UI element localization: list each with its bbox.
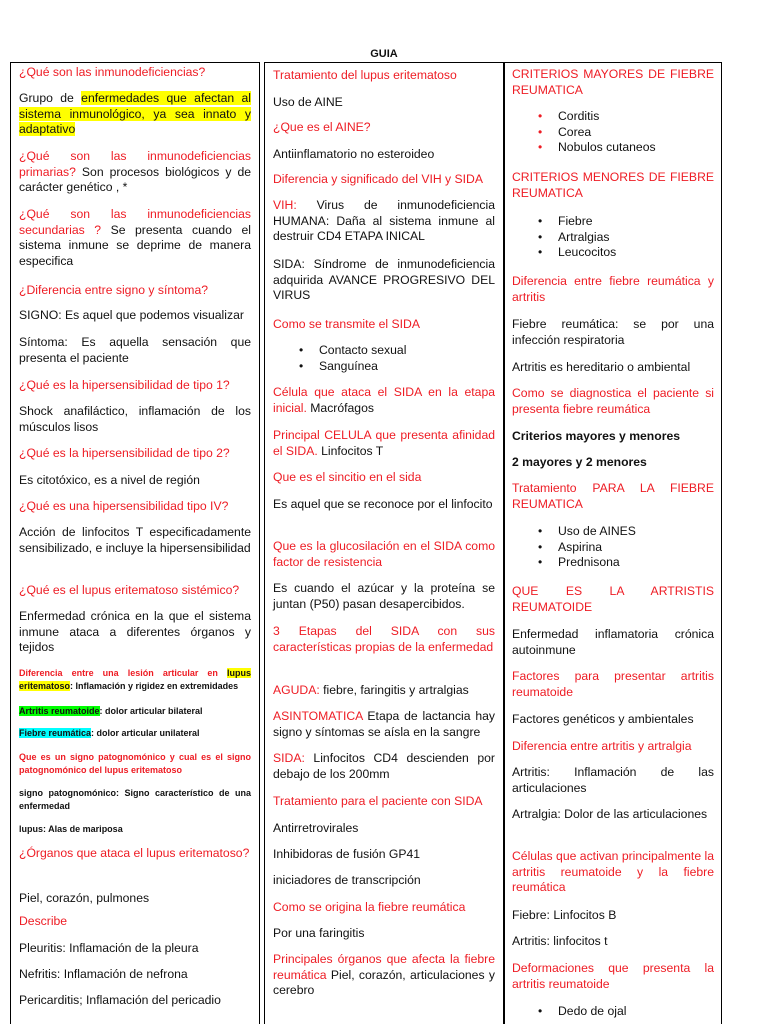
list-item: • Dedo de ojal: [512, 1004, 714, 1020]
question: Deformaciones que presenta la artritis reumatoide: [512, 961, 714, 991]
qa-block: ¿Qué son las inmunodeficiencias primarias? Son procesos biológicos y de carácter genético , *: [19, 149, 251, 195]
answer: 2 mayores y 2 menores: [512, 455, 647, 469]
question: ¿Qué son las inmunodeficiencias?: [19, 65, 206, 79]
question: Como se diagnostica el paciente si presenta fiebre reumática: [512, 386, 714, 416]
question: ¿Qué es el lupus eritematoso sistémico?: [19, 583, 240, 597]
note: Que es un signo patognomónico y cual es el signo patognomónico del lupus eritematoso: [19, 752, 251, 775]
minor-criteria-list: [512, 214, 714, 261]
question: ¿Qué es una hipersensibilidad tipo IV?: [19, 499, 229, 513]
question: ¿Qué es la hipersensibilidad de tipo 2?: [19, 446, 230, 460]
stage: ASINTOMATICA Etapa de lactancia hay signo y síntomas se aísla en la sangre: [273, 709, 495, 739]
answer: Es cuando el azúcar y la proteína se juntan (P50) pasan desapercibidos.: [273, 581, 495, 611]
question: Tratamiento para el paciente con SIDA: [273, 794, 483, 808]
answer: SIGNO: Es aquel que podemos visualizar: [19, 308, 244, 322]
answer: Shock anafiláctico, inflamación de los músculos lisos: [19, 404, 251, 434]
answer: Por una faringitis: [273, 926, 365, 940]
question: Como se transmite el SIDA: [273, 317, 420, 331]
note: signo patognomónico: Signo característico de una enfermedad: [19, 788, 251, 811]
answer: Factores genéticos y ambientales: [512, 712, 694, 726]
answer: Es aquel que se reconoce por el linfocito: [273, 497, 493, 511]
answer: Pericarditis; Inflamación del pericadio: [19, 993, 221, 1007]
answer: Enfermedad inflamatoria crónica autoinmune: [512, 627, 714, 657]
question: ¿Órganos que ataca el lupus eritematoso?: [19, 846, 250, 860]
answer: Inhibidoras de fusión GP41: [273, 847, 421, 861]
highlight: enfermedades que afectan al sistema inmunológico, ya sea innato y adaptativo: [19, 91, 251, 137]
question: Tratamiento del lupus eritematoso: [273, 68, 457, 82]
question: Diferencia entre artritis y artralgia: [512, 739, 692, 753]
answer: Fiebre reumática: se por una infección respiratoria: [512, 317, 714, 347]
question: Que es la glucosilación en el SIDA como factor de resistencia: [273, 539, 495, 569]
question: Células que activan principalmente la artritis reumatoide y la fiebre reumática: [512, 849, 714, 895]
question: Que es el sincitio en el sida: [273, 470, 422, 484]
answer: Antiinflamatorio no esteroideo: [273, 147, 435, 161]
qa-block: ¿Qué son las inmunodeficiencias secundarias ? Se presenta cuando el sistema inmune se deprime de manera especifica: [19, 207, 251, 268]
answer: Grupo de enfermedades que afectan al sistema inmunológico, ya sea innato y adaptativo: [19, 91, 251, 137]
question: Como se origina la fiebre reumática: [273, 900, 466, 914]
list-item: • Artralgias: [512, 230, 714, 246]
transmission-list: [273, 343, 495, 374]
answer: Antirretrovirales: [273, 821, 359, 835]
qa-block: Principal CELULA que presenta afinidad el SIDA. Linfocitos T: [273, 428, 495, 458]
answer: Pleuritis: Inflamación de la pleura: [19, 941, 199, 955]
question: Describe: [19, 914, 68, 928]
note: lupus: Alas de mariposa: [19, 824, 123, 834]
answer: Criterios mayores y menores: [512, 429, 680, 443]
note: Artritis reumatoide: dolor articular bilateral: [19, 706, 203, 716]
list-item: • Prednisona: [512, 555, 714, 571]
answer: Fiebre: Linfocitos B: [512, 908, 617, 922]
list-item: • Aspirina: [512, 540, 714, 556]
answer: SIDA: Síndrome de inmunodeficiencia adquirida AVANCE PROGRESIVO DEL VIRUS: [273, 257, 495, 303]
stage: SIDA: Linfocitos CD4 descienden por debajo de los 200mm: [273, 751, 495, 781]
question: ¿Qué es la hipersensibilidad de tipo 1?: [19, 378, 230, 392]
question: Diferencia y significado del VIH y SIDA: [273, 172, 483, 186]
question: CRITERIOS MAYORES DE FIEBRE REUMATICA: [512, 67, 714, 97]
answer: Artritis es hereditario o ambiental: [512, 360, 691, 374]
deformation-list: [512, 1004, 714, 1020]
answer: Acción de linfocitos T especificadamente sensibilizado, e incluye la hipersensibilidad: [19, 525, 251, 555]
list-item: • Corditis: [512, 109, 714, 125]
column-3: [504, 62, 722, 1024]
answer: Artritis: Inflamación de las articulaciones: [512, 765, 714, 795]
list-item: • Sanguínea: [273, 359, 495, 375]
question: QUE ES LA ARTRISTIS REUMATOIDE: [512, 584, 714, 614]
qa-block: Célula que ataca el SIDA en la etapa inicial. Macrófagos: [273, 385, 495, 415]
question: Tratamiento PARA LA FIEBRE REUMATICA: [512, 481, 714, 511]
answer: iniciadores de transcripción: [273, 873, 421, 887]
answer: Artralgia: Dolor de las articulaciones: [512, 807, 708, 821]
answer: Síntoma: Es aquella sensación que presenta el paciente: [19, 335, 251, 365]
stage: AGUDA: fiebre, faringitis y artralgias: [273, 683, 469, 697]
answer: Uso de AINE: [273, 95, 343, 109]
treatment-list: [512, 524, 714, 571]
qa-block: Principales órganos que afecta la fiebre reumática Piel, corazón, articulaciones y cerebro: [273, 952, 495, 998]
answer: Nefritis: Inflamación de nefrona: [19, 967, 188, 981]
question: Factores para presentar artritis reumatoide: [512, 669, 714, 699]
answer: Piel, corazón, pulmones: [19, 891, 150, 905]
answer: Es citotóxico, es a nivel de región: [19, 473, 200, 487]
list-item: • Nobulos cutaneos: [512, 140, 714, 156]
answer: VIH: Virus de inmunodeficiencia HUMANA: Daña al sistema inmune al destruir CD4 ETAPA INICAL: [273, 198, 495, 244]
column-2: [264, 62, 504, 1024]
answer: Enfermedad crónica en la que el sistema inmune ataca a diferentes órganos y tejidos: [19, 609, 251, 655]
list-item: • Corea: [512, 125, 714, 141]
note: Fiebre reumática: dolor articular unilateral: [19, 728, 200, 738]
question: CRITERIOS MENORES DE FIEBRE REUMATICA: [512, 170, 714, 200]
list-item: • Fiebre: [512, 214, 714, 230]
answer: Artritis: linfocitos t: [512, 934, 608, 948]
major-criteria-list: [512, 109, 714, 156]
note: Diferencia entre una lesión articular en lupus eritematoso: Inflamación y rigidez en extremidades: [19, 668, 251, 691]
list-item: • Contacto sexual: [273, 343, 495, 359]
page-title: GUIA: [370, 48, 398, 60]
question: Diferencia entre fiebre reumática y artritis: [512, 274, 714, 304]
list-item: • Uso de AINES: [512, 524, 714, 540]
question: ¿Que es el AINE?: [273, 120, 371, 134]
list-item: • Leucocitos: [512, 245, 714, 261]
column-1: [10, 62, 260, 1024]
question: 3 Etapas del SIDA con sus características propias de la enfermedad: [273, 624, 495, 654]
question: ¿Diferencia entre signo y síntoma?: [19, 283, 208, 297]
